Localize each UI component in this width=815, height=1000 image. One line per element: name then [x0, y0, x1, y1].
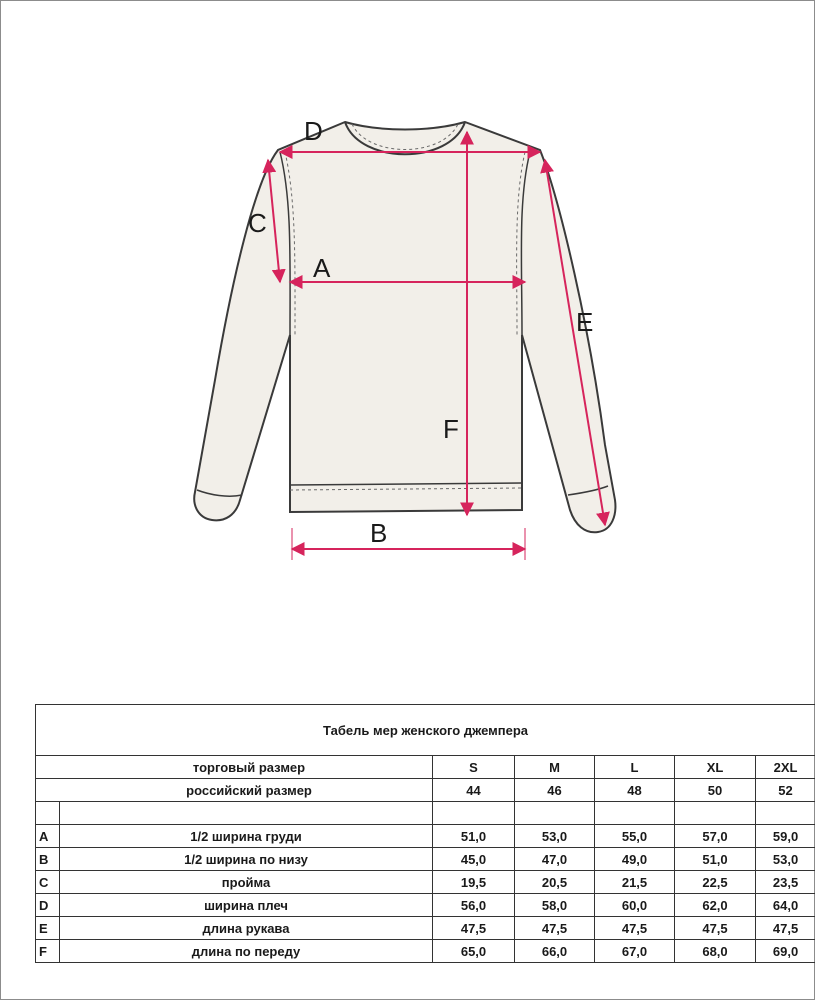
row-name: длина по переду — [60, 940, 433, 963]
header-cell: S — [433, 756, 515, 779]
header-cell: 2XL — [756, 756, 815, 779]
table-row — [36, 894, 815, 917]
table-cell: 51,0 — [675, 848, 756, 871]
table-cell: 47,5 — [756, 917, 815, 940]
sweater-outline — [194, 122, 615, 532]
table-cell: 47,5 — [515, 917, 595, 940]
table-title: Табель мер женского джемпера — [36, 705, 815, 756]
table-cell: 47,5 — [433, 917, 515, 940]
table-cell: 22,5 — [675, 871, 756, 894]
table-cell: 47,5 — [595, 917, 675, 940]
header-row-trade-size — [36, 756, 815, 779]
table-cell: 53,0 — [756, 848, 815, 871]
row-letter: D — [36, 894, 60, 917]
row-name: ширина плеч — [60, 894, 433, 917]
table-cell: 65,0 — [433, 940, 515, 963]
row-letter: C — [36, 871, 60, 894]
table-cell: 51,0 — [433, 825, 515, 848]
title-row — [36, 705, 815, 756]
table-cell: 21,5 — [595, 871, 675, 894]
table-cell: 56,0 — [433, 894, 515, 917]
table-cell: 68,0 — [675, 940, 756, 963]
table-cell: 66,0 — [515, 940, 595, 963]
label-d: D — [304, 116, 323, 146]
size-table — [35, 704, 815, 963]
table-cell: 19,5 — [433, 871, 515, 894]
row-letter: F — [36, 940, 60, 963]
table-cell: 67,0 — [595, 940, 675, 963]
table-cell: 60,0 — [595, 894, 675, 917]
header-cell: 52 — [756, 779, 815, 802]
label-f: F — [443, 414, 459, 444]
table-row — [36, 825, 815, 848]
label-b: B — [370, 518, 388, 548]
table-row — [36, 848, 815, 871]
header-cell: M — [515, 756, 595, 779]
table-row — [36, 871, 815, 894]
table-cell: 49,0 — [595, 848, 675, 871]
spacer-row — [36, 802, 815, 825]
table-row — [36, 940, 815, 963]
header-label: торговый размер — [36, 756, 433, 779]
table-cell: 69,0 — [756, 940, 815, 963]
header-cell: 44 — [433, 779, 515, 802]
table-cell: 53,0 — [515, 825, 595, 848]
size-chart — [35, 704, 799, 963]
header-cell: 50 — [675, 779, 756, 802]
header-cell: 48 — [595, 779, 675, 802]
row-name: 1/2 ширина груди — [60, 825, 433, 848]
row-name: длина рукава — [60, 917, 433, 940]
table-cell: 58,0 — [515, 894, 595, 917]
table-cell: 59,0 — [756, 825, 815, 848]
label-c: C — [248, 208, 267, 238]
table-cell: 45,0 — [433, 848, 515, 871]
table-row — [36, 917, 815, 940]
header-cell: L — [595, 756, 675, 779]
header-cell: XL — [675, 756, 756, 779]
table-cell: 20,5 — [515, 871, 595, 894]
row-letter: E — [36, 917, 60, 940]
table-cell: 23,5 — [756, 871, 815, 894]
table-cell: 47,0 — [515, 848, 595, 871]
table-cell: 57,0 — [675, 825, 756, 848]
row-letter: A — [36, 825, 60, 848]
table-cell: 55,0 — [595, 825, 675, 848]
header-label: российский размер — [36, 779, 433, 802]
row-name: 1/2 ширина по низу — [60, 848, 433, 871]
label-e: E — [576, 307, 594, 337]
header-cell: 46 — [515, 779, 595, 802]
table-cell: 64,0 — [756, 894, 815, 917]
label-a: A — [313, 253, 331, 283]
table-cell: 47,5 — [675, 917, 756, 940]
table-cell: 62,0 — [675, 894, 756, 917]
row-name: пройма — [60, 871, 433, 894]
row-letter: B — [36, 848, 60, 871]
header-row-russian-size — [36, 779, 815, 802]
